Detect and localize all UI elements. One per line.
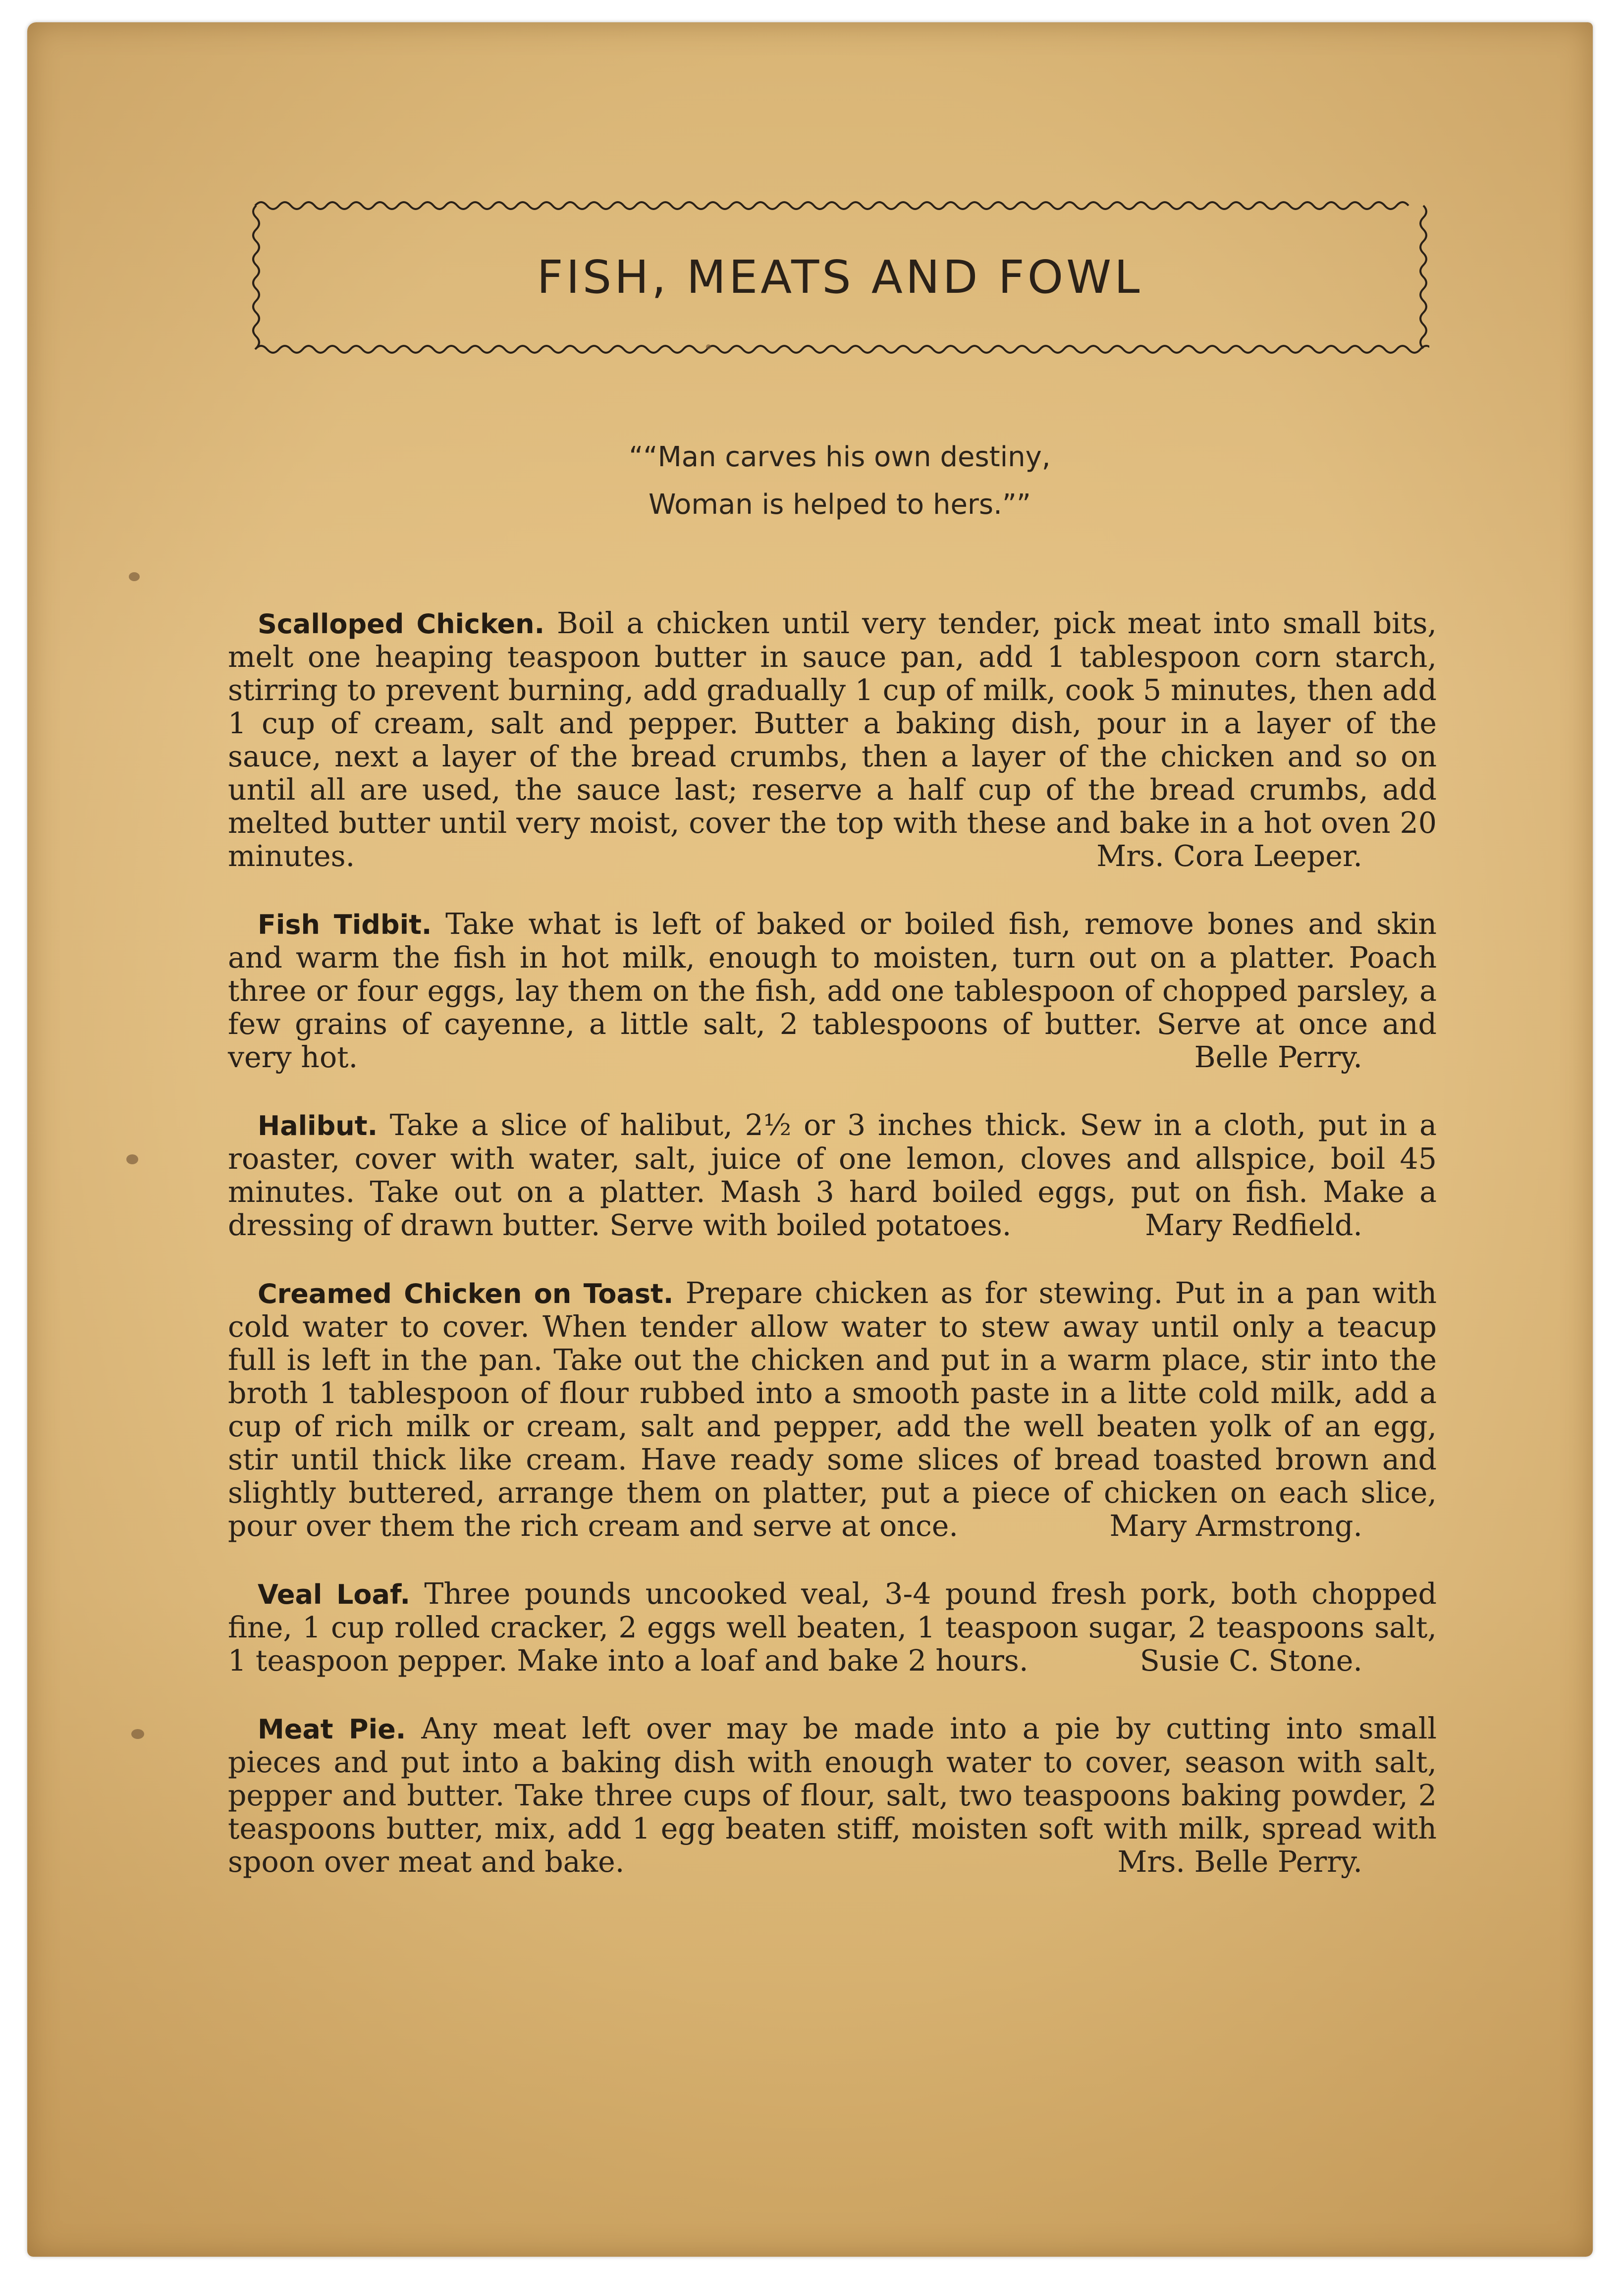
recipe-text: Three pounds uncooked veal, 3-4 pound fresh pork, both chopped fine, 1 cup rolled cracker, 2 eggs well beaten, 1 teaspoon sugar, 2 teaspoons salt, 1 teaspoon pepper. Make into a loaf and bake 2 hours.: [228, 1577, 1437, 1678]
recipe-author: Belle Perry.: [1194, 1040, 1362, 1074]
paper-blemish: [706, 344, 711, 349]
recipe-text: Any meat left over may be made into a pie by cutting into small pieces and put into a baking dish with enough water to cover, season with salt, pepper and butter. Take three cups of flour, salt, two teaspoons baking powder, 2 teaspoons butter, mix, add 1 egg beaten stiff, moisten soft with milk, spread with spoon over meat and bake.: [228, 1712, 1437, 1879]
recipe-veal-loaf: [228, 1577, 1437, 1678]
recipe-list: [228, 607, 1437, 1913]
recipe-text: Take what is left of baked or boiled fish, remove bones and skin and warm the fish in hot milk, enough to moisten, turn out on a platter. Poach three or four eggs, lay them on the fish, add one tablespoon of chopped parsley, a few grains of cayenne, a little salt, 2 tablespoons of butter. Serve at once and very hot.: [228, 907, 1437, 1074]
paper-blemish: [126, 1154, 138, 1164]
recipe-page: [27, 22, 1593, 2257]
paper-blemish: [131, 1729, 144, 1739]
recipe-text: Take a slice of halibut, 2½ or 3 inches thick. Sew in a cloth, put in a roaster, cover with water, salt, juice of one lemon, cloves and allspice, boil 45 minutes. Take out on a platter. Mash 3 hard boiled eggs, put on fish. Make a dressing of drawn butter. Serve with boiled potatoes.: [228, 1108, 1437, 1242]
recipe-author: Susie C. Stone.: [1139, 1644, 1362, 1678]
title-frame: [250, 193, 1429, 362]
recipe-text: Prepare chicken as for stewing. Put in a pan with cold water to cover. When tender allow water to stew away until only a teacup full is left in the pan. Take out the chicken and put in a warm place, stir into the broth 1 tablespoon of flour rubbed into a smooth paste in a litte cold milk, add a cup of rich milk or cream, salt and pepper, add the well beaten yolk of an egg, stir until thick like cream. Have ready some slices of bread toasted brown and slightly buttered, arrange them on platter, put a piece of chicken on each slice, pour over them the rich cream and serve at once.: [228, 1276, 1437, 1543]
recipe-author: Mary Redfield.: [1145, 1208, 1362, 1242]
recipe-title: Scalloped Chicken.: [258, 608, 545, 640]
recipe-text: Boil a chicken until very tender, pick meat into small bits, melt one heaping teaspoon butter in sauce pan, add 1 tablespoon corn starch, stirring to prevent burning, add gradually 1 cup of milk, cook 5 minutes, then add 1 cup of cream, salt and pepper. Butter a baking dish, pour in a layer of the sauce, next a layer of the bread crumbs, then a layer of the chicken and so on until all are used, the sauce last; reserve a half cup of the bread crumbs, add melted butter until very moist, cover the top with these and bake in a hot oven 20 minutes.: [228, 606, 1437, 873]
epigraph-line-2: Woman is helped to hers.””: [649, 488, 1031, 521]
recipe-title: Veal Loaf.: [258, 1579, 411, 1610]
epigraph-line-1: ““Man carves his own destiny,: [629, 441, 1051, 473]
recipe-author: Mrs. Cora Leeper.: [1096, 839, 1362, 873]
recipe-title: Fish Tidbit.: [258, 909, 432, 940]
epigraph: [473, 434, 1206, 529]
recipe-fish-tidbit: [228, 908, 1437, 1074]
recipe-author: Mary Armstrong.: [1109, 1509, 1362, 1543]
page-title: FISH, MEATS AND FOWL: [537, 251, 1143, 304]
recipe-halibut: [228, 1109, 1437, 1242]
paper-blemish: [129, 572, 140, 581]
recipe-creamed-chicken-on-toast: [228, 1277, 1437, 1543]
recipe-scalloped-chicken: [228, 607, 1437, 873]
recipe-title: Creamed Chicken on Toast.: [258, 1278, 674, 1309]
recipe-title: Meat Pie.: [258, 1714, 406, 1745]
recipe-title: Halibut.: [258, 1110, 378, 1141]
recipe-author: Mrs. Belle Perry.: [1117, 1845, 1362, 1879]
recipe-meat-pie: [228, 1712, 1437, 1879]
